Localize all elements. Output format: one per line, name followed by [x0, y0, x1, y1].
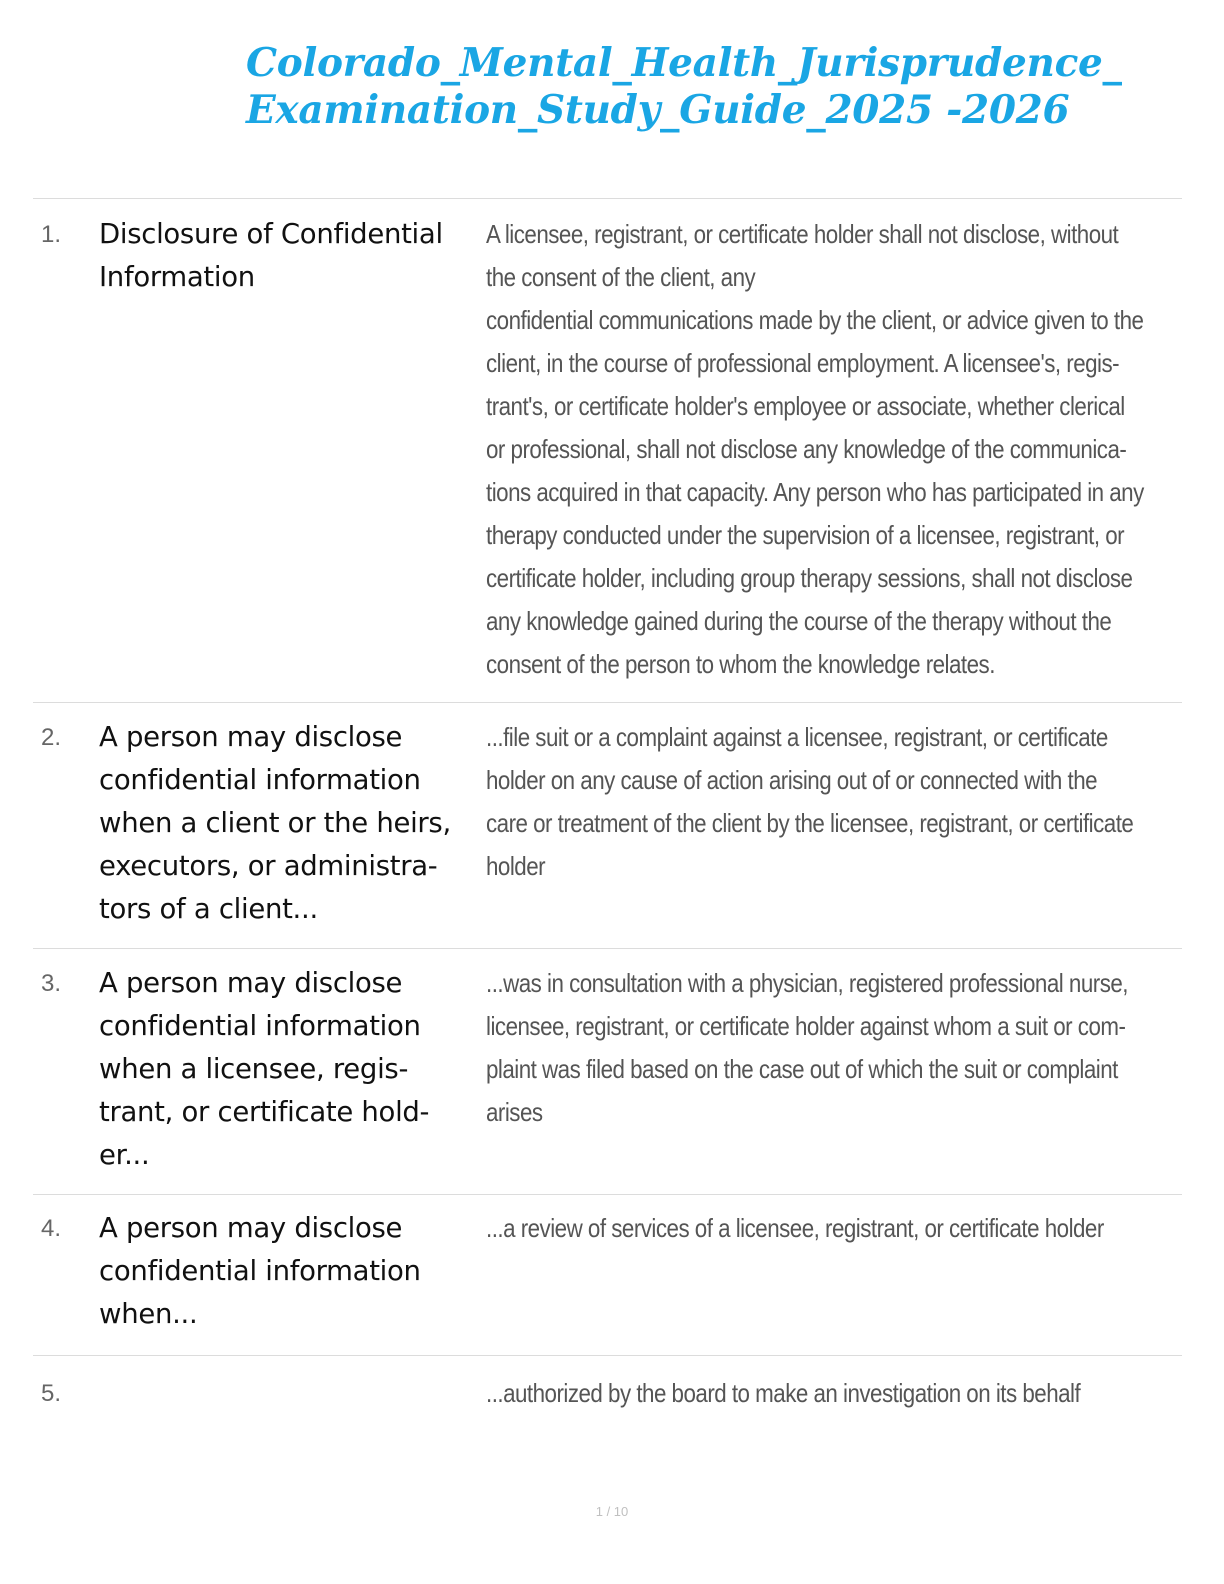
- card-term: Disclosure of Confidential Information: [99, 218, 443, 293]
- document-title: [246, 40, 1146, 134]
- flashcard-row: [33, 1356, 1182, 1436]
- card-number: 5.: [41, 1380, 62, 1407]
- definition-line: trant's, or certificate holder's employee or associate, whether clerical: [486, 391, 1125, 421]
- card-definition: [486, 1372, 1085, 1436]
- definition-line: arises: [486, 1097, 543, 1127]
- flashcard-list: [33, 198, 1182, 1436]
- definition-line: confidential communications made by the client, or advice given to the: [486, 305, 1144, 335]
- title-line-2: Examination_Study_Guide_2025 -2026: [246, 87, 1070, 133]
- card-definition: [486, 213, 1144, 702]
- definition-line: ...a review of services of a licensee, registrant, or certificate holder: [486, 1213, 1104, 1243]
- card-number: 2.: [41, 724, 62, 751]
- definition-line: therapy conducted under the supervision of a licensee, registrant, or: [486, 520, 1125, 550]
- definition-line: holder: [486, 851, 546, 881]
- card-term: A person may disclose confidential information when a licensee, regis- trant, or certificate hold- er...: [99, 967, 430, 1171]
- flashcard-row: [33, 199, 1182, 703]
- flashcard-row: [33, 949, 1182, 1195]
- definition-line: care or treatment of the client by the licensee, registrant, or certificate: [486, 808, 1134, 838]
- card-number: 3.: [41, 970, 62, 997]
- definition-line: any knowledge gained during the course of the therapy without the: [486, 606, 1112, 636]
- definition-line: consent of the person to whom the knowledge relates.: [486, 649, 995, 679]
- title-line-1: Colorado_Mental_Health_Jurisprudence_: [246, 40, 1122, 86]
- definition-line: the consent of the client, any: [486, 262, 756, 292]
- card-definition: [486, 716, 1133, 948]
- definition-line: ...was in consultation with a physician, registered professional nurse,: [486, 968, 1128, 998]
- definition-line: certificate holder, including group therapy sessions, shall not disclose: [486, 563, 1133, 593]
- page-indicator: 1 / 10: [595, 1504, 629, 1519]
- definition-line: ...authorized by the board to make an investigation on its behalf: [486, 1378, 1081, 1408]
- definition-line: A licensee, registrant, or certificate holder shall not disclose, without: [486, 219, 1119, 249]
- definition-line: holder on any cause of action arising out of or connected with the: [486, 765, 1098, 795]
- card-definition: [486, 1207, 1104, 1355]
- card-definition: [486, 962, 1128, 1194]
- card-term: A person may disclose confidential information when a client or the heirs, executors, or administra- tors of a client...: [99, 721, 451, 925]
- card-number: 1.: [41, 221, 62, 248]
- flashcard-row: [33, 703, 1182, 949]
- card-number: 4.: [41, 1215, 62, 1242]
- definition-line: or professional, shall not disclose any knowledge of the communica-: [486, 434, 1127, 464]
- definition-line: ...file suit or a complaint against a licensee, registrant, or certificate: [486, 722, 1108, 752]
- flashcard-row: [33, 1195, 1182, 1356]
- card-term: [99, 1372, 486, 1436]
- definition-line: plaint was filed based on the case out of which the suit or complaint: [486, 1054, 1118, 1084]
- definition-line: tions acquired in that capacity. Any person who has participated in any: [486, 477, 1144, 507]
- definition-line: client, in the course of professional employment. A licensee's, regis-: [486, 348, 1120, 378]
- definition-line: licensee, registrant, or certificate holder against whom a suit or com-: [486, 1011, 1126, 1041]
- card-term: A person may disclose confidential information when...: [99, 1212, 421, 1330]
